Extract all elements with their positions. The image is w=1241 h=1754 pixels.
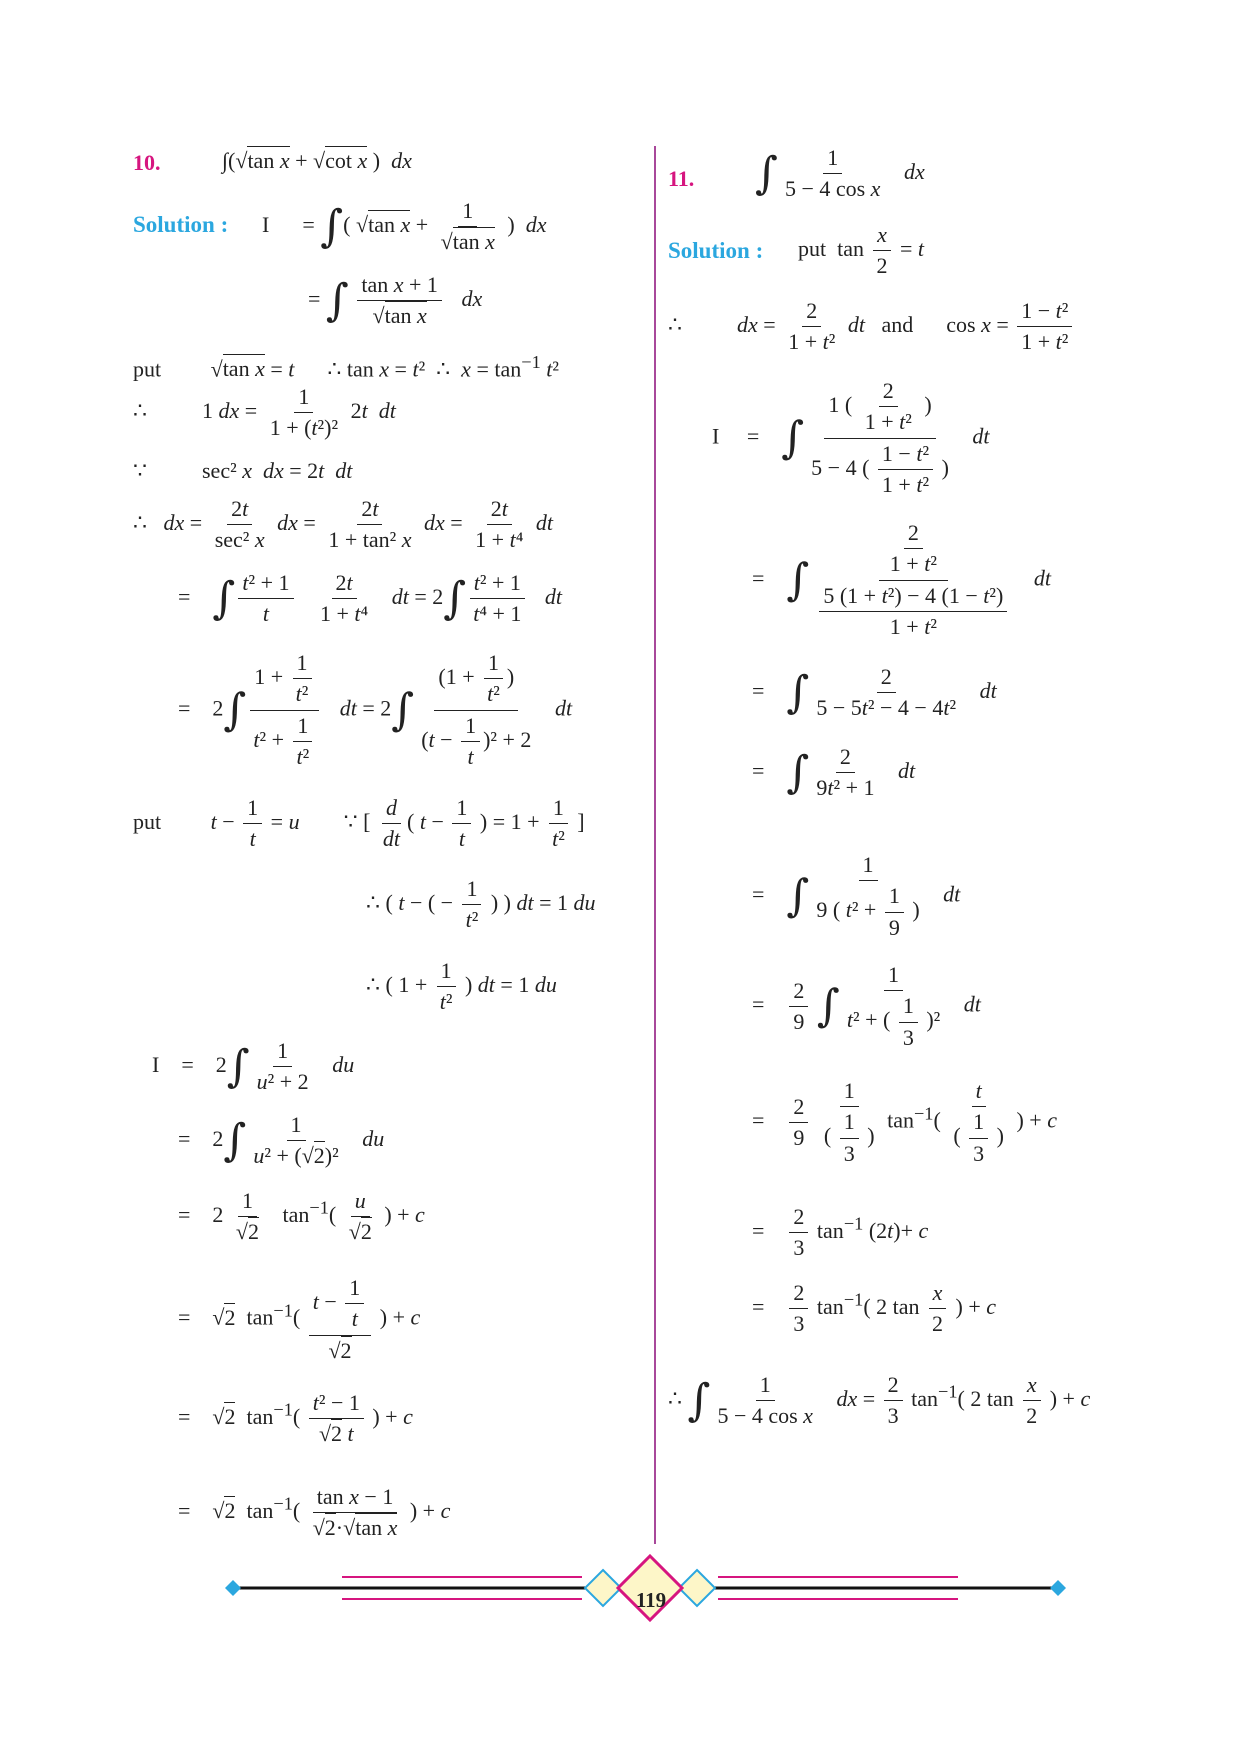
- sol11-line-9: = $\frac{2}{9}$ 1 ( $\frac{1}{3}$ ) $\tan^{-1}$( t ( $\frac{1}{3}$ ) ) + c: [752, 1078, 1057, 1166]
- question-11-expression: ∫ $\frac{1}{\text{5 − 4 cos x}}$ dx: [755, 145, 925, 202]
- page-number: 119: [635, 1588, 667, 1612]
- sol11-line-2: ∴ dx = $\frac{2}{\text{1 + t²}}$ dt and cos x = $\frac{\text{1 − t²}}{\text{1 + t²}}$: [668, 298, 1075, 356]
- sol10-line-11: ∴ ( 1 + $\frac{1}{\text{t²}}$ ) dt = 1 du: [366, 958, 557, 1015]
- question-11-number: 11.: [668, 166, 695, 191]
- sol11-line-3: I = ∫ 1 ( $\frac{2}{\text{1 + t²}}$ ) 5 − 4 ( $\frac{\text{1 − t²}}{\text{1 + t²}}$ ) dt: [712, 378, 990, 498]
- sol11-line-10: = $\frac{2}{3}$ $\tan^{-1} (2t)+ c$: [752, 1204, 929, 1261]
- sol10-line-5: ∵ sec² x dx = 2t dt: [133, 458, 353, 483]
- sol10-line-14: = 2 $\frac{1}{√2}$ $\tan^{-1}$( $\frac{u}{√2}$ ) + c: [178, 1188, 425, 1245]
- question-10-number: 10.: [133, 150, 161, 175]
- sol10-line-2: = ∫ $\frac{\text{tan x + 1}}{\text{√tan x}}$ dx: [308, 272, 483, 329]
- sol11-line-6: = ∫ $\frac{2}{\text{9t² + 1}}$ dt: [752, 744, 916, 801]
- sol10-line-17: = √2 $\tan^{-1}$( $\frac{\text{tan x − 1}}{\text{√2·√tan x}}$ ) + c: [178, 1484, 451, 1541]
- sol10-line-7: = ∫ $\frac{\text{t² + 1}}{t}$ $\frac{2t}{\text{1 + t⁴}}$ dt = 2∫ $\frac{\text{t² + 1}}{\text{t⁴ + 1}}$ dt: [178, 570, 563, 627]
- sol10-line-10: ∴ ( t − ( − $\frac{1}{\text{t²}}$ ) ) dt = 1 du: [366, 876, 596, 933]
- solution-11-label: Solution :: [668, 238, 764, 263]
- sol10-line-8: = 2∫ 1 + $\frac{1}{\text{t²}}$ t² + $\frac{1}{\text{t²}}$ dt = 2∫ (1 + $\frac{1}{\text{t²}}$ ) (t − $\frac{1}{t}$ )² + 2 dt: [178, 650, 573, 770]
- sol11-line-7: = ∫ 1 9 ( t² + $\frac{1}{9}$ ) dt: [752, 852, 961, 940]
- sol10-line-1: I = ∫( √tan x + $\frac{1}{\text{√tan x}}$ ) dx: [262, 198, 547, 255]
- sol10-line-6: ∴ dx = $\frac{2t}{\text{sec² x}}$ dx = $\frac{2t}{\text{1 + tan² x}}$ dx = $\frac{2t}{\text{1 + t⁴}}$ dt: [133, 496, 554, 553]
- question-10-expression: ∫(√tan x + √cot x ) dx: [222, 148, 412, 173]
- sol10-line-16: = √2 $\tan^{-1}$( $\frac{\text{t² − 1}}{√2 t}$ ) + c: [178, 1390, 413, 1447]
- sol11-line-12: ∴ ∫ $\frac{1}{\text{5 − 4 cos x}}$ dx = $\frac{2}{3}$ $\tan^{-1}$( 2 tan $\frac{x}{2}$ ) + c: [668, 1372, 1091, 1429]
- sol10-line-12: I = 2∫ $\frac{1}{\text{u² + 2}}$ du: [152, 1038, 355, 1095]
- solution-10-label: Solution :: [133, 212, 229, 237]
- sol10-line-13: = 2∫ $\frac{1}{\text{u² + (√2)²}}$ du: [178, 1112, 385, 1169]
- sol11-line-5: = ∫ $\frac{2}{\text{5 − 5t² − 4 − 4t²}}$ dt: [752, 664, 997, 721]
- sol11-line-4: = ∫ $\frac{\frac{2}{\text{1 + t²}}}{\frac{\text{5 (1 + t²) − 4 (1 − t²)}}{\text{1 + t²}}}$ dt: [752, 520, 1051, 640]
- sol10-line-3: put √tan x = t ∴ tan x = t² ∴ $x = \tan^{-1} t^2$: [133, 352, 559, 382]
- sol11-line-8: = $\frac{2}{9}$ ∫ 1 t² + ( $\frac{1}{3}$ )² dt: [752, 962, 981, 1050]
- sol10-line-4: ∴ 1 dx = $\frac{1}{\text{1 + (t²)²}}$ 2t dt: [133, 384, 396, 441]
- sol10-line-9: put t − $\frac{1}{t}$ = u ∵ [ $\frac{d}{dt}$ ( t − $\frac{1}{t}$ ) = 1 + $\frac{1}{\text{t²}}$ ]: [133, 795, 585, 852]
- sol10-line-15: = √2 $\tan^{-1}$( t − $\frac{1}{t}$ √2 ) + c: [178, 1275, 421, 1363]
- sol11-line-1: put tan $\frac{x}{2}$ = t: [798, 222, 925, 279]
- sol11-line-11: = $\frac{2}{3}$ $\tan^{-1}$( 2 tan $\frac{x}{2}$ ) + c: [752, 1280, 997, 1337]
